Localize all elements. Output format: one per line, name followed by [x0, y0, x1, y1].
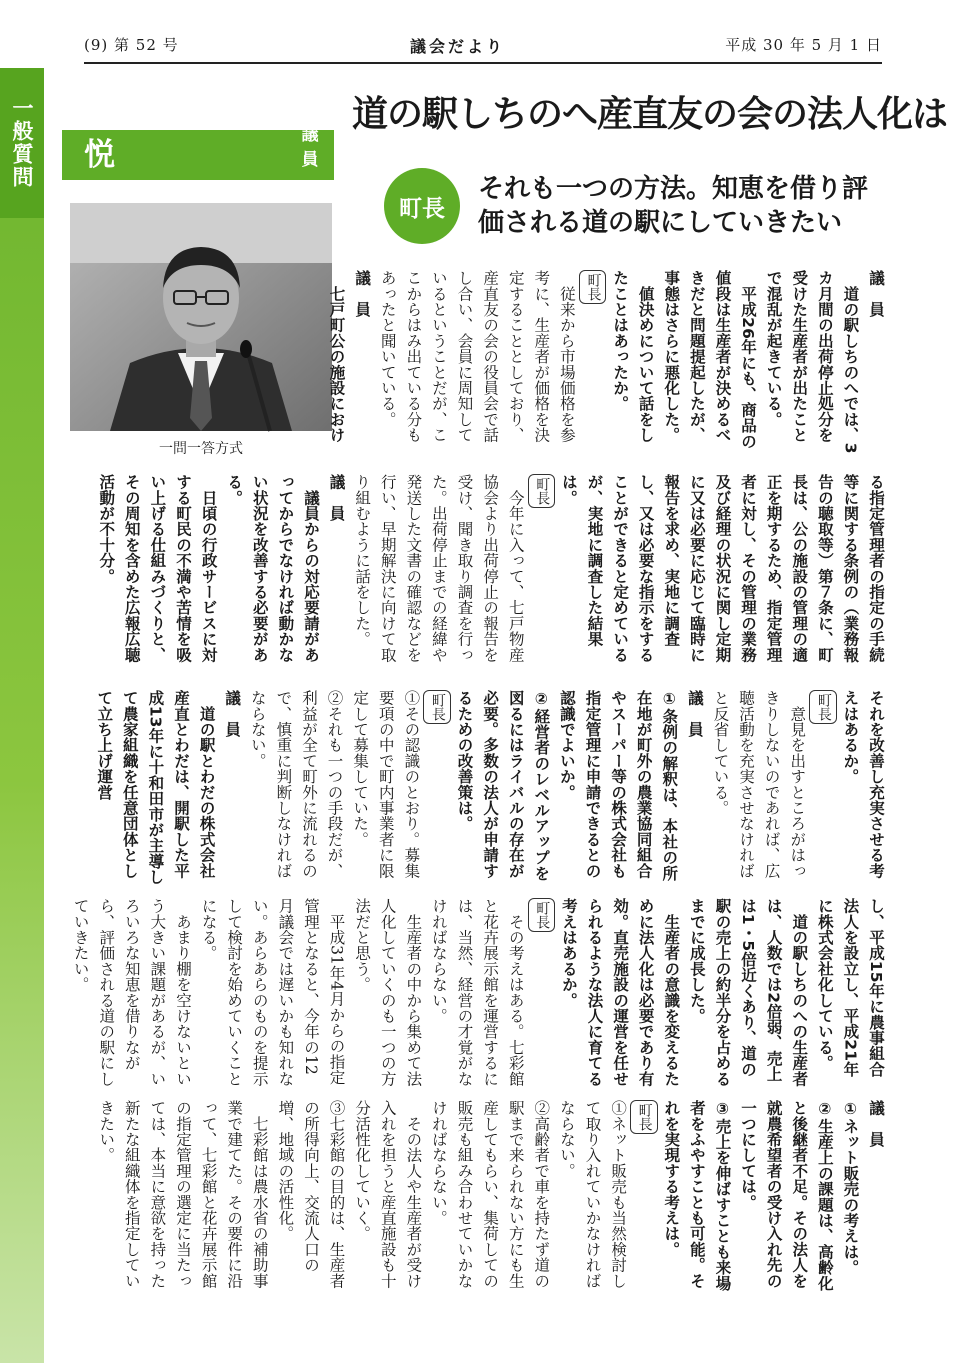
member-photo-illustration	[70, 203, 332, 431]
question-speaker-label: 議 員	[867, 1100, 885, 1148]
question-paragraph: し、平成15年に農事組合法人を設立し、平成21年に株式会社化している。	[815, 898, 885, 1077]
question-paragraph: ③売上を伸ばすことも来場者をふやすことも可能。それを実現する考えは。	[662, 1100, 732, 1291]
article-tier-3	[44, 690, 888, 887]
answer-paragraph: 平成31年4月からの指定管理となると、今年の12月議会では遅いかも知れない。あらあらのものを提示して検討を始めていくことになる。	[199, 898, 346, 1087]
issue-date: 平成 30 年 5 月 1 日	[725, 36, 882, 54]
answer-speaker-tag-label: 町長	[630, 1100, 658, 1134]
answer-speaker-tag-label: 町長	[528, 474, 556, 508]
answer-badge: 町長	[384, 168, 460, 244]
question-paragraph: ②経営者のレベルアップを図るにはライバルの存在が必要。多数の法人が申請するための改善策は。	[455, 690, 551, 881]
section-side-bar	[0, 68, 44, 1363]
question-paragraph: ①条例の解釈は、本社の所在地が町外の農業協同組合やスーパー等の株式会社も指定管理に申請できるとの認識でよいか。	[557, 690, 679, 881]
answer-speaker-tag-label: 町長	[579, 270, 607, 304]
answer-headline: それも一つの方法。知恵を借り評価される道の駅にしていきたい	[478, 174, 869, 238]
answer-speaker-tag	[579, 270, 607, 456]
question-paragraph: 議員からの対応要請があってからでなければ動かない状況を改善する必要がある。	[225, 474, 320, 663]
answer-paragraph: 七彩館は農水省の補助事業で建てた。その要件に沿って、七彩館と花卉展示館の指定管理の選定に当たっては、本当に意欲を持った新たな組織体を指定していきたい。	[97, 1100, 269, 1289]
question-speaker-label: 議 員	[327, 474, 346, 522]
question-paragraph: 値決めについて話をしたことはあったか。	[611, 270, 655, 443]
question-speaker-label: 議 員	[685, 690, 704, 738]
answer-speaker-tag	[528, 474, 556, 667]
article-tier-5	[44, 1100, 888, 1295]
page-number: (9)	[84, 36, 109, 54]
question-paragraph: 道の駅とわだの株式会社産直とわだは、開駅した平成13年に十和田市が主導して農家組織を任意団体として立ち上げ運営	[95, 690, 216, 885]
answer-paragraph: 生産者の中から集めて法人化していくのも一つの方法だと思う。	[353, 898, 423, 1087]
answer-paragraph: 意見を出すところがはっきりしないのであれば、広聴活動を充実させなければと反省している。	[711, 690, 807, 879]
question-speaker-label: 議 員	[353, 270, 372, 318]
answer-speaker-tag	[809, 690, 837, 887]
answer-speaker-tag-label: 町長	[809, 690, 837, 724]
answer-paragraph: あまり棚を空けないという大きい課題があるが、いろいろな知恵を借りながら、評価される道の駅にしていきたい。	[71, 898, 192, 1087]
answer-paragraph: その法人や生産者が受け入れを担うと産直施設も十分活性化していく。	[353, 1100, 423, 1289]
answer-paragraph: ②それも一つの手段だが、利益が全て町外に流れるので、慎重に判断しなければならない。	[248, 690, 344, 879]
answer-speaker-tag	[423, 690, 451, 887]
question-paragraph: それを改善し充実させる考えはあるか。	[841, 690, 885, 879]
question-paragraph: 平成26年にも、商品の値段は生産者が決めるべきだと問題提起したが、事態はさらに悪化した。	[662, 270, 758, 449]
page-number-issue	[84, 34, 179, 55]
section-tab-label: 一般質問	[0, 68, 44, 218]
article-tier-2	[44, 474, 888, 667]
question-paragraph: 道の駅しちのへでは、3カ月間の出荷停止処分を受けた生産者が出たことで混乱が起きている。	[764, 270, 860, 454]
article-title: 道の駅しちのへ産直友の会の法人化は	[352, 94, 948, 135]
article-tier-1	[327, 270, 888, 456]
answer-paragraph: その考えはある。七彩館と花卉展示館を運営するには、当然、経営の才覚がなければならない。	[429, 898, 525, 1087]
question-paragraph: 生産者の意識を変えるために法人化は必要であり有効。直売施設の運営を任せられるような法人に育てる考えはあるか。	[559, 898, 681, 1087]
question-paragraph: ①ネット販売の考えは。	[841, 1100, 860, 1276]
question-paragraph: 道の駅しちのへの生産者は、人数では2倍弱、売上は1・5倍近くあり、道の駅の売上の約半分を占めるまでに成長した。	[687, 898, 809, 1087]
article-tier-4	[44, 898, 888, 1088]
question-paragraph: る指定管理者の指定の手続等に関する条例の（業務報告の聴取等）第７条に、町長は、公の施設の管理の適正を期するため、指定管理者に対し、その管理の業務及び経理の状況に関し定期に又は必要に応じて臨時に報告を求め、実地に調査し、又は必要な指示をすることができると定めているが、実地に調査した結果は。	[559, 474, 885, 663]
member-name: 昕 清悦	[84, 92, 264, 173]
answer-speaker-tag	[528, 898, 556, 1088]
question-speaker-label: 議 員	[223, 690, 242, 738]
answer-paragraph: ①その認識のとおり。募集要項の中で町内事業者に限定して募集していた。	[351, 690, 421, 879]
answer-paragraph: 従来から市場価格を参考に、生産者が価格を決定することとしており、産直友の会の役員会で話し合い、会員に周知しているということだが、ここからはみ出ている分もあったと聞いている。	[378, 270, 576, 443]
issue-number: 第 52 号	[114, 36, 179, 54]
question-paragraph: 七戸町公の施設におけ	[327, 270, 346, 443]
member-suffix: 議員	[301, 125, 319, 170]
answer-speaker-tag	[630, 1100, 658, 1295]
question-paragraph: 日頃の行政サービスに対する町民の不満や苦情を吸い上げる仕組みづくりと、その周知を含めた広報広聴活動が不十分。	[97, 474, 218, 663]
header-rule	[84, 62, 882, 64]
answer-paragraph: ①ネット販売も当然検討して取り入れていかなければならない。	[557, 1100, 628, 1289]
question-speaker-label: 議 員	[867, 270, 885, 318]
photo-caption: 一問一答方式	[159, 441, 243, 457]
answer-paragraph: ③七彩館の目的は、生産者の所得向上、交流人口の増、地域の活性化。	[276, 1100, 346, 1289]
publication-title: 議会だより	[410, 37, 506, 56]
member-photo	[70, 203, 332, 431]
answer-paragraph: ②高齢者で車を持たず道の駅まで来られない方にも生産してもらい、集荷しての販売も組み合わせていかなければならない。	[429, 1100, 551, 1289]
member-name-box	[62, 92, 334, 180]
question-paragraph: ②生産上の課題は、高齢化と後継者不足。その法人を就農希望者の受け入れ先の一つにしては。	[739, 1100, 834, 1291]
answer-speaker-tag-label: 町長	[423, 690, 451, 724]
answer-speaker-tag-label: 町長	[528, 898, 556, 932]
answer-paragraph: 今年に入って、七戸物産協会より出荷停止の報告を受け、聞き取り調査を行った。出荷停止までの経緯や発送した文書の確認などを行い、早期解決に向けて取り組むように話をした。	[353, 474, 525, 663]
